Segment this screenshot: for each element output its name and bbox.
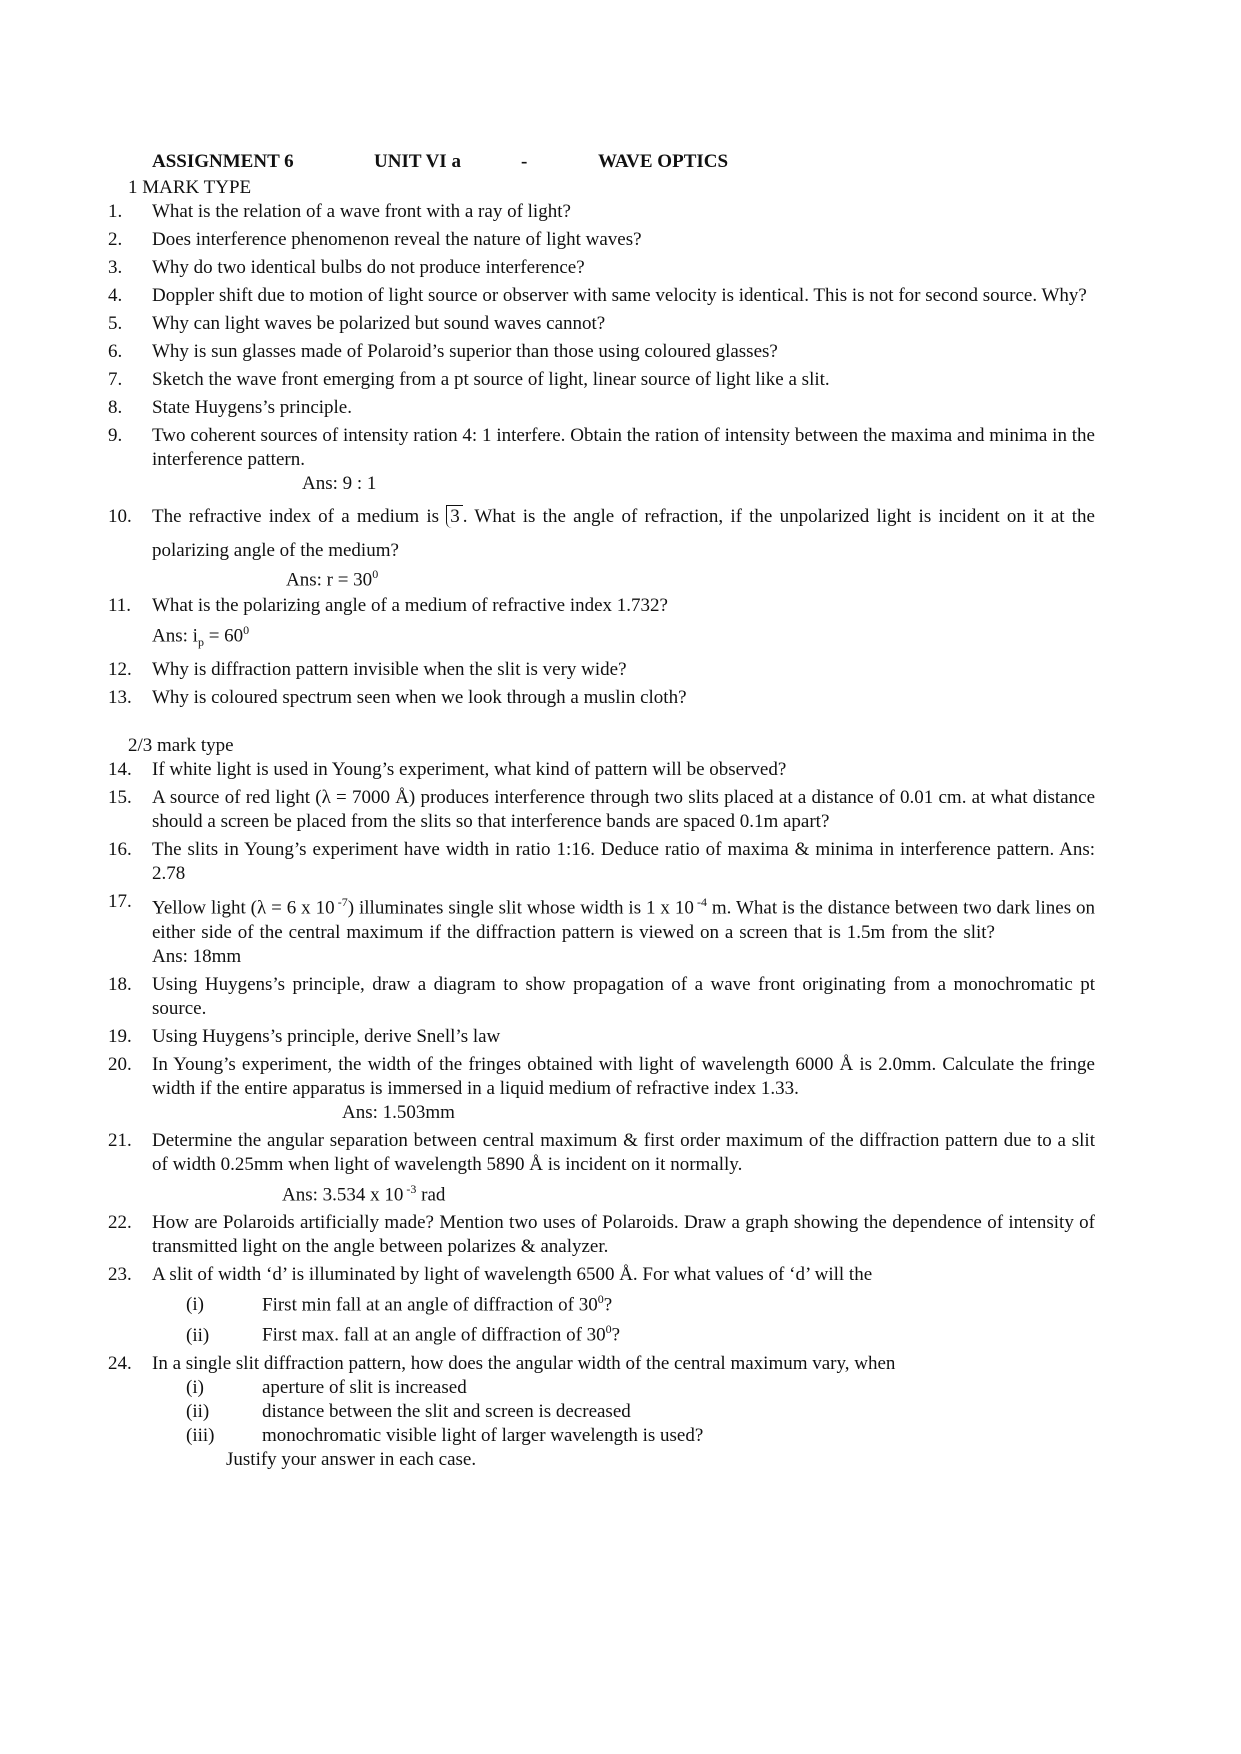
degree-superscript: 0 [372,567,379,581]
exponent: -3 [403,1181,417,1196]
question-text: ) illuminates single slit whose width is 1 x 10 [347,897,694,919]
question-text-continued: . What is the angle of refraction, if the unpolarized light is incident on it at the polarizing angle of the medium? [152,506,1095,561]
question-17 [108,890,1095,968]
question-19 [108,1025,1095,1049]
question-number: 20. [108,1053,132,1075]
question-number: 21. [108,1129,132,1151]
question-number: 6. [108,341,123,362]
sub-part-text: aperture of slit is increased [262,1376,467,1398]
exponent: -4 [693,895,707,910]
question-mark: ? [611,1324,621,1346]
question-21 [108,1129,1095,1207]
question-list [108,758,1095,1471]
question-18 [108,973,1095,1021]
question-24 [108,1352,1095,1472]
question-22 [108,1211,1095,1259]
question-text: Why is coloured spectrum seen when we look through a muslin cloth? [152,687,687,709]
answer: Ans: 1.503mm [342,1101,455,1123]
question-number: 5. [108,313,123,334]
question-list [108,200,1095,710]
question-number: 22. [108,1212,132,1234]
question-text: A slit of width ‘d’ is illuminated by light of wavelength 6500 Å. For what values of ‘d’ will the [152,1264,873,1286]
sub-part-ii [152,1317,1095,1347]
question-text: m. What is the distance between two dark lines on either side of the central maximum if the diffraction pattern is viewed on a screen that is 1.5m from the slit? [152,897,1095,943]
question-text: Two coherent sources of intensity ration 4: 1 interfere. Obtain the ration of intensity between the maxima and minima in the interference pattern. [152,425,1095,470]
sub-part-i [152,1287,1095,1317]
question-number: 24. [108,1352,132,1374]
answer [152,1177,1095,1207]
question-text: Why is diffraction pattern invisible when the slit is very wide? [152,659,627,681]
question-text: Does interference phenomenon reveal the nature of light waves? [152,229,642,250]
section-title: 2/3 mark type [128,735,234,757]
unit-label: UNIT VI a [374,151,461,172]
question-3 [108,256,1095,280]
topic-title: WAVE OPTICS [598,151,729,172]
subscript: p [197,635,204,650]
question-number: 17. [108,891,132,913]
question-1 [108,200,1095,224]
question-number: 1. [108,201,123,222]
justify-instruction: Justify your answer in each case. [226,1448,477,1470]
question-number: 13. [108,687,132,709]
answer: Ans: 9 : 1 [302,473,377,494]
question-6 [108,340,1095,364]
roman-numeral: (i) [186,1294,204,1316]
question-11 [108,594,1095,654]
question-number: 4. [108,285,123,306]
question-number: 23. [108,1264,132,1286]
question-text: Yellow light (λ = 6 x 10 [152,897,335,919]
answer-value: = 60 [203,625,244,647]
sqrt-symbol [446,505,463,528]
roman-numeral: (ii) [186,1324,210,1346]
question-number: 8. [108,397,123,418]
question-8 [108,396,1095,420]
question-9 [108,424,1095,496]
question-number: 11. [108,595,132,617]
question-16 [108,838,1095,886]
question-text: Why can light waves be polarized but sound waves cannot? [152,313,606,334]
question-23 [108,1263,1095,1348]
assignment-content [108,150,1095,1476]
section-title: 1 MARK TYPE [128,177,252,198]
sub-part-text: monochromatic visible light of larger wavelength is used? [262,1424,704,1446]
question-text: Determine the angular separation between central maximum & first order maximum of the diffraction pattern due to a slit of width 0.25mm when light of wavelength 5890 Å is incident on it normally. [152,1129,1095,1175]
roman-numeral: (i) [186,1376,204,1398]
question-text: Using Huygens’s principle, draw a diagram to show propagation of a wave front originating from a monochromatic pt source. [152,973,1095,1019]
answer [152,564,1095,590]
question-number: 16. [108,839,132,861]
question-2 [108,228,1095,252]
section-one-mark [108,176,1095,710]
sub-part-i [152,1376,1095,1400]
answer-text: Ans: r = 30 [286,569,373,591]
question-text: A source of red light (λ = 7000 Å) produces interference through two slits placed at a distance of 0.01 cm. at what distance should a screen be placed from the slits so that interference bands are spaced 0.1m apart? [152,787,1095,833]
question-text: What is the polarizing angle of a medium of refractive index 1.732? [152,595,668,617]
question-text: What is the relation of a wave front with a ray of light? [152,201,571,222]
sub-part-text: First min fall at an angle of diffraction of 30 [262,1294,598,1316]
question-number: 12. [108,659,132,681]
sub-part-text: First max. fall at an angle of diffraction of 30 [262,1324,606,1346]
sub-part-ii [152,1400,1095,1424]
header-dash: - [521,151,528,172]
answer-text: Ans: i [152,625,198,647]
answer-text: Ans: 3.534 x 10 [282,1184,404,1206]
degree-superscript: 0 [243,623,250,638]
question-14 [108,758,1095,782]
question-4 [108,284,1095,308]
question-number: 7. [108,369,123,390]
question-text: Why is sun glasses made of Polaroid’s superior than those using coloured glasses? [152,341,778,362]
question-text: Using Huygens’s principle, derive Snell’s law [152,1025,501,1047]
question-text: The slits in Young’s experiment have width in ratio 1:16. Deduce ratio of maxima & minima in interference pattern. Ans: 2.78 [152,839,1095,885]
question-10 [108,500,1095,591]
question-number: 3. [108,257,123,278]
radicand: 3 [450,506,460,527]
question-text: The refractive index of a medium is [152,506,440,527]
section-two-three-mark [108,734,1095,1471]
question-15 [108,786,1095,834]
question-number: 9. [108,425,123,446]
question-text: Why do two identical bulbs do not produce interference? [152,257,585,278]
assignment-header [128,150,1095,176]
roman-numeral: (ii) [186,1400,210,1422]
answer [152,618,1095,654]
question-text: If white light is used in Young’s experiment, what kind of pattern will be observed? [152,759,787,781]
question-number: 18. [108,973,132,995]
question-number: 15. [108,787,132,809]
exponent: -7 [334,895,348,910]
question-13 [108,686,1095,710]
question-number: 14. [108,759,132,781]
question-text: State Huygens’s principle. [152,397,352,418]
question-mark: ? [603,1294,613,1316]
question-12 [108,658,1095,682]
sub-part-text: distance between the slit and screen is decreased [262,1400,631,1422]
question-5 [108,312,1095,336]
question-text: How are Polaroids artificially made? Mention two uses of Polaroids. Draw a graph showing the dependence of intensity of transmitted light on the angle between polarizes & analyzer. [152,1212,1095,1258]
question-text: In Young’s experiment, the width of the fringes obtained with light of wavelength 6000 Å is 2.0mm. Calculate the fringe width if the entire apparatus is immersed in a liquid medium of refractive index 1.33. [152,1053,1095,1099]
question-7 [108,368,1095,392]
answer-unit: rad [416,1184,446,1206]
degree-superscript: 0 [605,1322,612,1337]
sub-part-iii [152,1424,1095,1448]
question-text: In a single slit diffraction pattern, how does the angular width of the central maximum vary, when [152,1352,896,1374]
question-20 [108,1053,1095,1125]
question-number: 2. [108,229,123,250]
roman-numeral: (iii) [186,1424,215,1446]
assignment-number: ASSIGNMENT 6 [152,151,294,172]
question-text: Sketch the wave front emerging from a pt source of light, linear source of light like a slit. [152,369,830,390]
question-number: 19. [108,1025,132,1047]
question-number: 10. [108,506,132,527]
question-text: Doppler shift due to motion of light source or observer with same velocity is identical. This is not for second source. Why? [152,285,1087,306]
degree-superscript: 0 [597,1292,604,1307]
answer: Ans: 18mm [152,945,242,967]
